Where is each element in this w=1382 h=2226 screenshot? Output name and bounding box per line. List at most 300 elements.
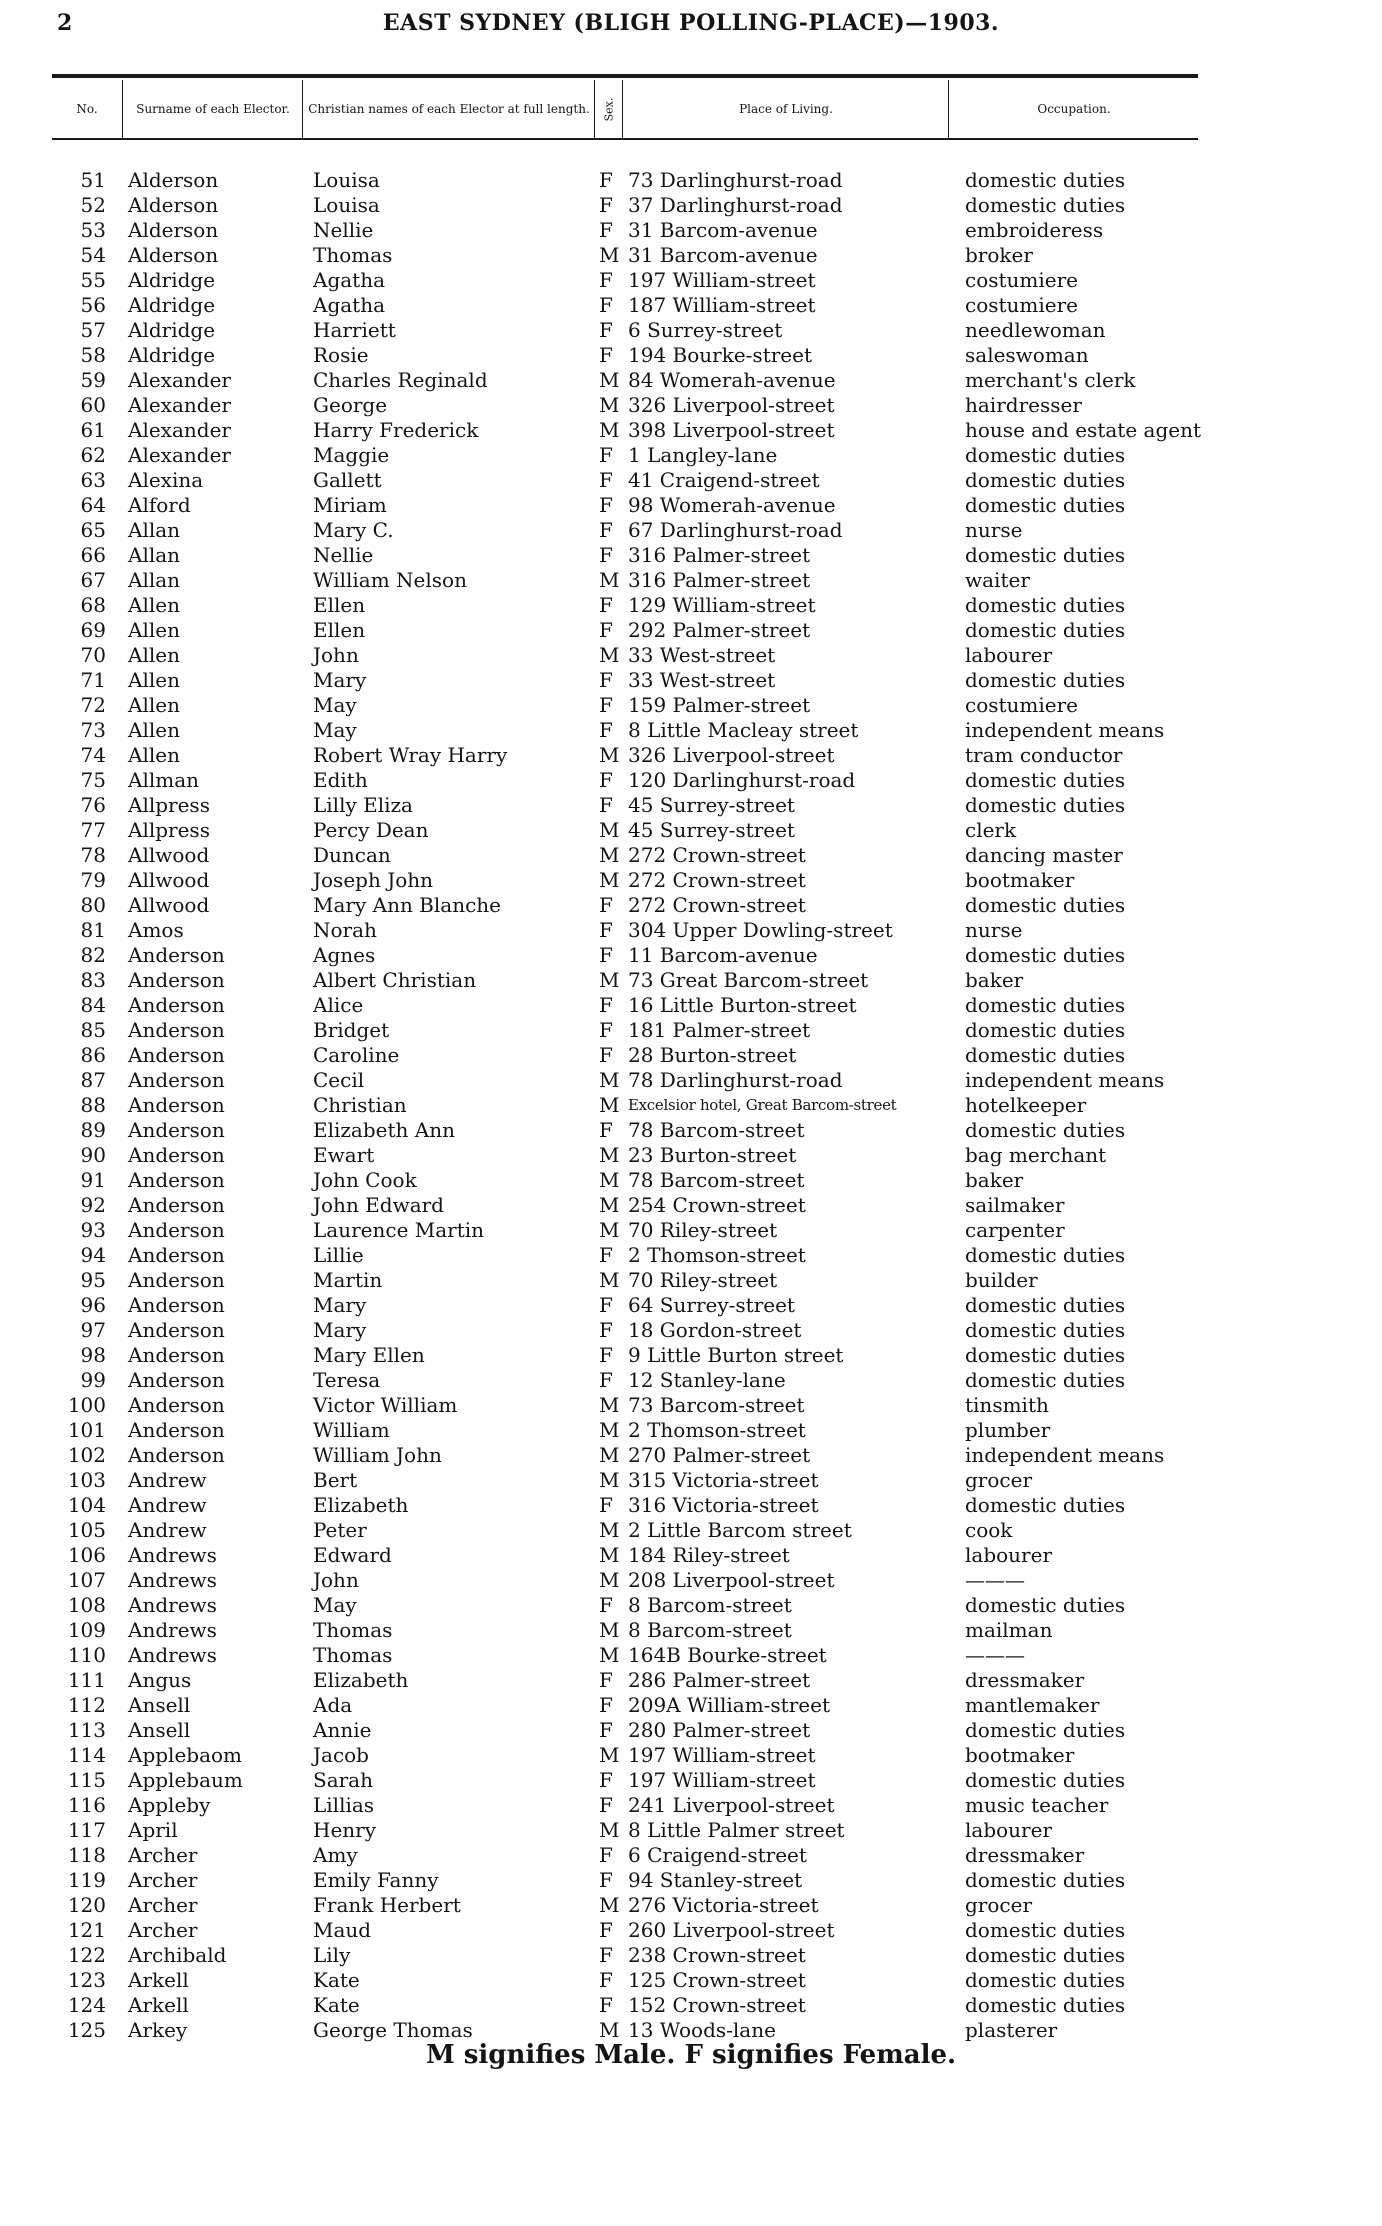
cell-occupation: domestic duties xyxy=(965,768,1126,792)
cell-sex: F xyxy=(599,1718,613,1742)
cell-no: 69 xyxy=(80,618,106,642)
cell-no: 105 xyxy=(67,1518,106,1542)
cell-no: 68 xyxy=(80,593,106,617)
cell-sex: F xyxy=(599,593,613,617)
cell-occupation: domestic duties xyxy=(965,1343,1126,1367)
cell-occupation: bag merchant xyxy=(965,1143,1107,1167)
cell-sex: M xyxy=(599,1743,620,1767)
cell-no: 81 xyxy=(80,918,106,942)
cell-christian-names: Agatha xyxy=(313,293,386,317)
cell-surname: Andrews xyxy=(128,1568,217,1592)
cell-christian-names: Henry xyxy=(313,1818,377,1842)
cell-occupation: domestic duties xyxy=(965,493,1126,517)
cell-occupation: hairdresser xyxy=(965,393,1082,417)
cell-christian-names: Christian xyxy=(313,1093,407,1117)
cell-sex: M xyxy=(599,1618,620,1642)
cell-sex: M xyxy=(599,1643,620,1667)
cell-place-of-living: 13 Woods-lane xyxy=(628,2018,776,2042)
cell-occupation: domestic duties xyxy=(965,1968,1126,1992)
cell-occupation: mantlemaker xyxy=(965,1693,1100,1717)
table-row xyxy=(0,368,1382,393)
cell-no: 102 xyxy=(67,1443,106,1467)
cell-sex: M xyxy=(599,1568,620,1592)
cell-sex: F xyxy=(599,268,613,292)
cell-sex: F xyxy=(599,1243,613,1267)
cell-sex: F xyxy=(599,318,613,342)
cell-christian-names: Thomas xyxy=(313,1643,393,1667)
cell-surname: Allan xyxy=(128,568,181,592)
cell-sex: F xyxy=(599,693,613,717)
table-row xyxy=(0,243,1382,268)
cell-occupation: merchant's clerk xyxy=(965,368,1136,392)
cell-no: 89 xyxy=(80,1118,106,1142)
cell-place-of-living: 84 Womerah-avenue xyxy=(628,368,836,392)
cell-surname: Anderson xyxy=(128,1418,225,1442)
cell-no: 59 xyxy=(80,368,106,392)
cell-occupation: labourer xyxy=(965,643,1053,667)
cell-surname: Anderson xyxy=(128,943,225,967)
cell-no: 125 xyxy=(67,2018,106,2042)
cell-christian-names: George xyxy=(313,393,388,417)
cell-christian-names: Louisa xyxy=(313,168,380,192)
cell-no: 109 xyxy=(67,1618,106,1642)
table-row xyxy=(0,1793,1382,1818)
table-row xyxy=(0,1743,1382,1768)
table-row xyxy=(0,643,1382,668)
cell-christian-names: Duncan xyxy=(313,843,391,867)
cell-place-of-living: 270 Palmer-street xyxy=(628,1443,811,1467)
cell-sex: F xyxy=(599,1593,613,1617)
table-row xyxy=(0,168,1382,193)
cell-christian-names: Edith xyxy=(313,768,368,792)
cell-sex: M xyxy=(599,418,620,442)
table-row xyxy=(0,393,1382,418)
table-row xyxy=(0,1643,1382,1668)
cell-christian-names: William John xyxy=(313,1443,442,1467)
cell-no: 88 xyxy=(80,1093,106,1117)
cell-christian-names: Frank Herbert xyxy=(313,1893,461,1917)
cell-surname: Archer xyxy=(128,1918,198,1942)
header-place: Place of Living. xyxy=(739,101,833,116)
cell-surname: Amos xyxy=(128,918,184,942)
cell-place-of-living: 33 West-street xyxy=(628,668,776,692)
table-row xyxy=(0,293,1382,318)
cell-surname: Ansell xyxy=(128,1718,191,1742)
cell-place-of-living: 316 Victoria-street xyxy=(628,1493,819,1517)
cell-surname: Allpress xyxy=(128,793,210,817)
cell-place-of-living: 23 Burton-street xyxy=(628,1143,797,1167)
cell-no: 61 xyxy=(80,418,106,442)
cell-christian-names: Amy xyxy=(313,1843,358,1867)
cell-no: 65 xyxy=(80,518,106,542)
cell-sex: F xyxy=(599,443,613,467)
cell-occupation: domestic duties xyxy=(965,593,1126,617)
cell-no: 114 xyxy=(67,1743,106,1767)
cell-occupation: saleswoman xyxy=(965,343,1089,367)
cell-no: 66 xyxy=(80,543,106,567)
cell-no: 54 xyxy=(80,243,106,267)
header-occupation: Occupation. xyxy=(1037,101,1111,116)
cell-sex: M xyxy=(599,1093,620,1117)
table-row xyxy=(0,468,1382,493)
cell-no: 67 xyxy=(80,568,106,592)
cell-surname: Arkell xyxy=(128,1993,189,2017)
cell-occupation: tram conductor xyxy=(965,743,1123,767)
cell-surname: Archibald xyxy=(128,1943,227,1967)
table-header xyxy=(52,80,1198,138)
cell-no: 98 xyxy=(80,1343,106,1367)
cell-place-of-living: 18 Gordon-street xyxy=(628,1318,802,1342)
cell-surname: Aldridge xyxy=(128,268,216,292)
cell-occupation: grocer xyxy=(965,1893,1033,1917)
cell-surname: Andrews xyxy=(128,1543,217,1567)
table-row xyxy=(0,1543,1382,1568)
cell-christian-names: Sarah xyxy=(313,1768,373,1792)
cell-sex: M xyxy=(599,1818,620,1842)
table-row xyxy=(0,868,1382,893)
cell-sex: F xyxy=(599,1293,613,1317)
cell-surname: Anderson xyxy=(128,1368,225,1392)
cell-sex: F xyxy=(599,493,613,517)
cell-sex: M xyxy=(599,1418,620,1442)
cell-christian-names: Norah xyxy=(313,918,377,942)
cell-surname: Archer xyxy=(128,1843,198,1867)
cell-occupation: domestic duties xyxy=(965,1043,1126,1067)
cell-place-of-living: 2 Thomson-street xyxy=(628,1418,806,1442)
cell-sex: F xyxy=(599,1043,613,1067)
cell-occupation: nurse xyxy=(965,518,1023,542)
cell-place-of-living: 272 Crown-street xyxy=(628,843,806,867)
cell-sex: M xyxy=(599,743,620,767)
cell-no: 122 xyxy=(67,1943,106,1967)
cell-surname: Aldridge xyxy=(128,318,216,342)
cell-occupation: domestic duties xyxy=(965,193,1126,217)
column-divider xyxy=(302,80,303,140)
cell-surname: Applebaom xyxy=(128,1743,243,1767)
cell-surname: Arkey xyxy=(128,2018,188,2042)
cell-no: 58 xyxy=(80,343,106,367)
cell-occupation: waiter xyxy=(965,568,1030,592)
table-row xyxy=(0,1943,1382,1968)
cell-christian-names: Kate xyxy=(313,1993,360,2017)
cell-surname: Allen xyxy=(128,743,180,767)
cell-place-of-living: 78 Barcom-street xyxy=(628,1118,805,1142)
cell-no: 91 xyxy=(80,1168,106,1192)
table-row xyxy=(0,1918,1382,1943)
cell-no: 103 xyxy=(67,1468,106,1492)
cell-christian-names: May xyxy=(313,693,357,717)
cell-place-of-living: 326 Liverpool-street xyxy=(628,743,835,767)
cell-christian-names: Ewart xyxy=(313,1143,375,1167)
cell-surname: Anderson xyxy=(128,1118,225,1142)
cell-surname: Applebaum xyxy=(128,1768,243,1792)
cell-no: 72 xyxy=(80,693,106,717)
table-row xyxy=(0,768,1382,793)
cell-place-of-living: 208 Liverpool-street xyxy=(628,1568,835,1592)
cell-sex: F xyxy=(599,1843,613,1867)
cell-christian-names: Mary xyxy=(313,1318,367,1342)
cell-christian-names: Emily Fanny xyxy=(313,1868,439,1892)
table-row xyxy=(0,1093,1382,1118)
cell-surname: Anderson xyxy=(128,1243,225,1267)
cell-surname: Allen xyxy=(128,593,180,617)
table-row xyxy=(0,418,1382,443)
cell-occupation: broker xyxy=(965,243,1033,267)
cell-place-of-living: Excelsior hotel, Great Barcom-street xyxy=(628,1096,897,1114)
cell-occupation: domestic duties xyxy=(965,1768,1126,1792)
table-row xyxy=(0,1618,1382,1643)
cell-sex: M xyxy=(599,243,620,267)
cell-place-of-living: 164B Bourke-street xyxy=(628,1643,827,1667)
cell-occupation: bootmaker xyxy=(965,1743,1075,1767)
cell-sex: F xyxy=(599,618,613,642)
cell-christian-names: Lilly Eliza xyxy=(313,793,413,817)
cell-surname: Allman xyxy=(128,768,200,792)
cell-christian-names: Peter xyxy=(313,1518,367,1542)
cell-occupation: labourer xyxy=(965,1818,1053,1842)
cell-no: 117 xyxy=(67,1818,106,1842)
table-row xyxy=(0,1568,1382,1593)
cell-surname: Allen xyxy=(128,668,180,692)
cell-no: 104 xyxy=(67,1493,106,1517)
cell-occupation: house and estate agent xyxy=(965,418,1201,442)
cell-place-of-living: 197 William-street xyxy=(628,268,816,292)
cell-occupation: domestic duties xyxy=(965,1018,1126,1042)
cell-place-of-living: 73 Great Barcom-street xyxy=(628,968,869,992)
cell-surname: Archer xyxy=(128,1868,198,1892)
cell-sex: M xyxy=(599,643,620,667)
cell-surname: Anderson xyxy=(128,1443,225,1467)
cell-occupation: domestic duties xyxy=(965,543,1126,567)
table-row xyxy=(0,818,1382,843)
cell-place-of-living: 238 Crown-street xyxy=(628,1943,806,1967)
cell-sex: F xyxy=(599,1868,613,1892)
cell-place-of-living: 41 Craigend-street xyxy=(628,468,820,492)
cell-christian-names: Annie xyxy=(313,1718,372,1742)
cell-sex: M xyxy=(599,868,620,892)
table-row xyxy=(0,1693,1382,1718)
cell-no: 60 xyxy=(80,393,106,417)
column-divider xyxy=(122,80,123,140)
cell-christian-names: John xyxy=(313,643,359,667)
cell-no: 71 xyxy=(80,668,106,692)
cell-occupation: costumiere xyxy=(965,268,1079,292)
cell-sex: F xyxy=(599,893,613,917)
cell-occupation: domestic duties xyxy=(965,1293,1126,1317)
cell-sex: F xyxy=(599,1318,613,1342)
cell-occupation: cook xyxy=(965,1518,1013,1542)
cell-place-of-living: 28 Burton-street xyxy=(628,1043,797,1067)
cell-sex: M xyxy=(599,1268,620,1292)
cell-no: 96 xyxy=(80,1293,106,1317)
table-row xyxy=(0,718,1382,743)
cell-christian-names: William Nelson xyxy=(313,568,467,592)
cell-christian-names: Jacob xyxy=(313,1743,369,1767)
cell-no: 93 xyxy=(80,1218,106,1242)
table-row xyxy=(0,1243,1382,1268)
cell-place-of-living: 129 William-street xyxy=(628,593,816,617)
cell-surname: Andrews xyxy=(128,1618,217,1642)
cell-christian-names: Bert xyxy=(313,1468,358,1492)
cell-place-of-living: 2 Thomson-street xyxy=(628,1243,806,1267)
cell-surname: Alderson xyxy=(128,193,219,217)
cell-no: 84 xyxy=(80,993,106,1017)
header-christian: Christian names of each Elector at full length. xyxy=(308,101,590,116)
cell-sex: M xyxy=(599,568,620,592)
cell-sex: F xyxy=(599,1343,613,1367)
cell-sex: M xyxy=(599,1393,620,1417)
cell-occupation: dressmaker xyxy=(965,1668,1085,1692)
table-row xyxy=(0,1068,1382,1093)
cell-sex: F xyxy=(599,993,613,1017)
cell-sex: F xyxy=(599,1693,613,1717)
header-no: No. xyxy=(76,101,98,116)
table-row xyxy=(0,1843,1382,1868)
page-title: EAST SYDNEY (BLIGH POLLING-PLACE)—1903. xyxy=(382,10,1000,36)
cell-sex: F xyxy=(599,1968,613,1992)
cell-place-of-living: 292 Palmer-street xyxy=(628,618,811,642)
table-row xyxy=(0,1343,1382,1368)
cell-sex: M xyxy=(599,393,620,417)
cell-occupation: domestic duties xyxy=(965,168,1126,192)
cell-surname: Archer xyxy=(128,1893,198,1917)
table-row xyxy=(0,1318,1382,1343)
cell-christian-names: Robert Wray Harry xyxy=(313,743,508,767)
cell-occupation: domestic duties xyxy=(965,793,1126,817)
cell-surname: Allpress xyxy=(128,818,210,842)
cell-surname: Alderson xyxy=(128,218,219,242)
cell-place-of-living: 120 Darlinghurst-road xyxy=(628,768,856,792)
cell-no: 113 xyxy=(67,1718,106,1742)
cell-surname: Anderson xyxy=(128,1143,225,1167)
cell-place-of-living: 197 William-street xyxy=(628,1743,816,1767)
table-row xyxy=(0,518,1382,543)
cell-christian-names: Percy Dean xyxy=(313,818,429,842)
table-row xyxy=(0,993,1382,1018)
cell-occupation: baker xyxy=(965,968,1024,992)
cell-surname: Anderson xyxy=(128,1393,225,1417)
table-row xyxy=(0,1143,1382,1168)
cell-occupation: labourer xyxy=(965,1543,1053,1567)
cell-surname: Anderson xyxy=(128,1068,225,1092)
cell-place-of-living: 45 Surrey-street xyxy=(628,793,795,817)
page-number: 2 xyxy=(57,10,73,36)
table-row xyxy=(0,1968,1382,1993)
cell-occupation: ——— xyxy=(965,1643,1025,1667)
cell-surname: Alexina xyxy=(128,468,204,492)
cell-place-of-living: 152 Crown-street xyxy=(628,1993,806,2017)
cell-christian-names: Mary C. xyxy=(313,518,394,542)
cell-place-of-living: 304 Upper Dowling-street xyxy=(628,918,893,942)
table-row xyxy=(0,1393,1382,1418)
cell-christian-names: Thomas xyxy=(313,243,393,267)
cell-place-of-living: 272 Crown-street xyxy=(628,868,806,892)
cell-sex: M xyxy=(599,968,620,992)
cell-surname: Allen xyxy=(128,618,180,642)
cell-surname: Anderson xyxy=(128,1193,225,1217)
cell-sex: F xyxy=(599,343,613,367)
cell-place-of-living: 125 Crown-street xyxy=(628,1968,806,1992)
cell-sex: F xyxy=(599,293,613,317)
cell-place-of-living: 280 Palmer-street xyxy=(628,1718,811,1742)
cell-sex: F xyxy=(599,918,613,942)
cell-place-of-living: 78 Darlinghurst-road xyxy=(628,1068,843,1092)
table-row xyxy=(0,1818,1382,1843)
cell-sex: F xyxy=(599,218,613,242)
cell-place-of-living: 78 Barcom-street xyxy=(628,1168,805,1192)
table-row xyxy=(0,893,1382,918)
cell-surname: Anderson xyxy=(128,1018,225,1042)
cell-sex: M xyxy=(599,1518,620,1542)
cell-occupation: domestic duties xyxy=(965,893,1126,917)
cell-no: 115 xyxy=(67,1768,106,1792)
cell-sex: F xyxy=(599,168,613,192)
cell-occupation: domestic duties xyxy=(965,1993,1126,2017)
cell-no: 77 xyxy=(80,818,106,842)
table-row xyxy=(0,843,1382,868)
cell-occupation: costumiere xyxy=(965,693,1079,717)
cell-christian-names: Louisa xyxy=(313,193,380,217)
cell-place-of-living: 159 Palmer-street xyxy=(628,693,811,717)
cell-sex: M xyxy=(599,1443,620,1467)
cell-no: 100 xyxy=(67,1393,106,1417)
cell-sex: F xyxy=(599,718,613,742)
table-row xyxy=(0,443,1382,468)
cell-christian-names: Maggie xyxy=(313,443,390,467)
cell-no: 52 xyxy=(80,193,106,217)
table-row xyxy=(0,1193,1382,1218)
cell-sex: M xyxy=(599,1218,620,1242)
cell-occupation: domestic duties xyxy=(965,1118,1126,1142)
cell-sex: M xyxy=(599,1068,620,1092)
cell-sex: F xyxy=(599,518,613,542)
cell-place-of-living: 70 Riley-street xyxy=(628,1268,778,1292)
cell-place-of-living: 6 Surrey-street xyxy=(628,318,783,342)
table-row xyxy=(0,493,1382,518)
cell-occupation: domestic duties xyxy=(965,1593,1126,1617)
header-sex: Sex. xyxy=(602,97,616,121)
cell-surname: Anderson xyxy=(128,1168,225,1192)
table-row xyxy=(0,943,1382,968)
cell-surname: Angus xyxy=(128,1668,192,1692)
cell-no: 124 xyxy=(67,1993,106,2017)
cell-christian-names: Ellen xyxy=(313,593,366,617)
cell-place-of-living: 45 Surrey-street xyxy=(628,818,795,842)
cell-surname: Alford xyxy=(128,493,191,517)
cell-occupation: baker xyxy=(965,1168,1024,1192)
cell-no: 119 xyxy=(67,1868,106,1892)
cell-no: 121 xyxy=(67,1918,106,1942)
cell-christian-names: Rosie xyxy=(313,343,369,367)
table-row xyxy=(0,1168,1382,1193)
cell-sex: M xyxy=(599,1143,620,1167)
cell-christian-names: Bridget xyxy=(313,1018,390,1042)
cell-occupation: dressmaker xyxy=(965,1843,1085,1867)
cell-sex: M xyxy=(599,368,620,392)
cell-place-of-living: 316 Palmer-street xyxy=(628,568,811,592)
cell-surname: Allen xyxy=(128,693,180,717)
cell-occupation: sailmaker xyxy=(965,1193,1065,1217)
cell-christian-names: Gallett xyxy=(313,468,382,492)
table-row xyxy=(0,1718,1382,1743)
cell-no: 75 xyxy=(80,768,106,792)
cell-place-of-living: 64 Surrey-street xyxy=(628,1293,795,1317)
cell-sex: F xyxy=(599,1368,613,1392)
cell-surname: Anderson xyxy=(128,1268,225,1292)
table-row xyxy=(0,743,1382,768)
cell-place-of-living: 315 Victoria-street xyxy=(628,1468,819,1492)
cell-occupation: bootmaker xyxy=(965,868,1075,892)
